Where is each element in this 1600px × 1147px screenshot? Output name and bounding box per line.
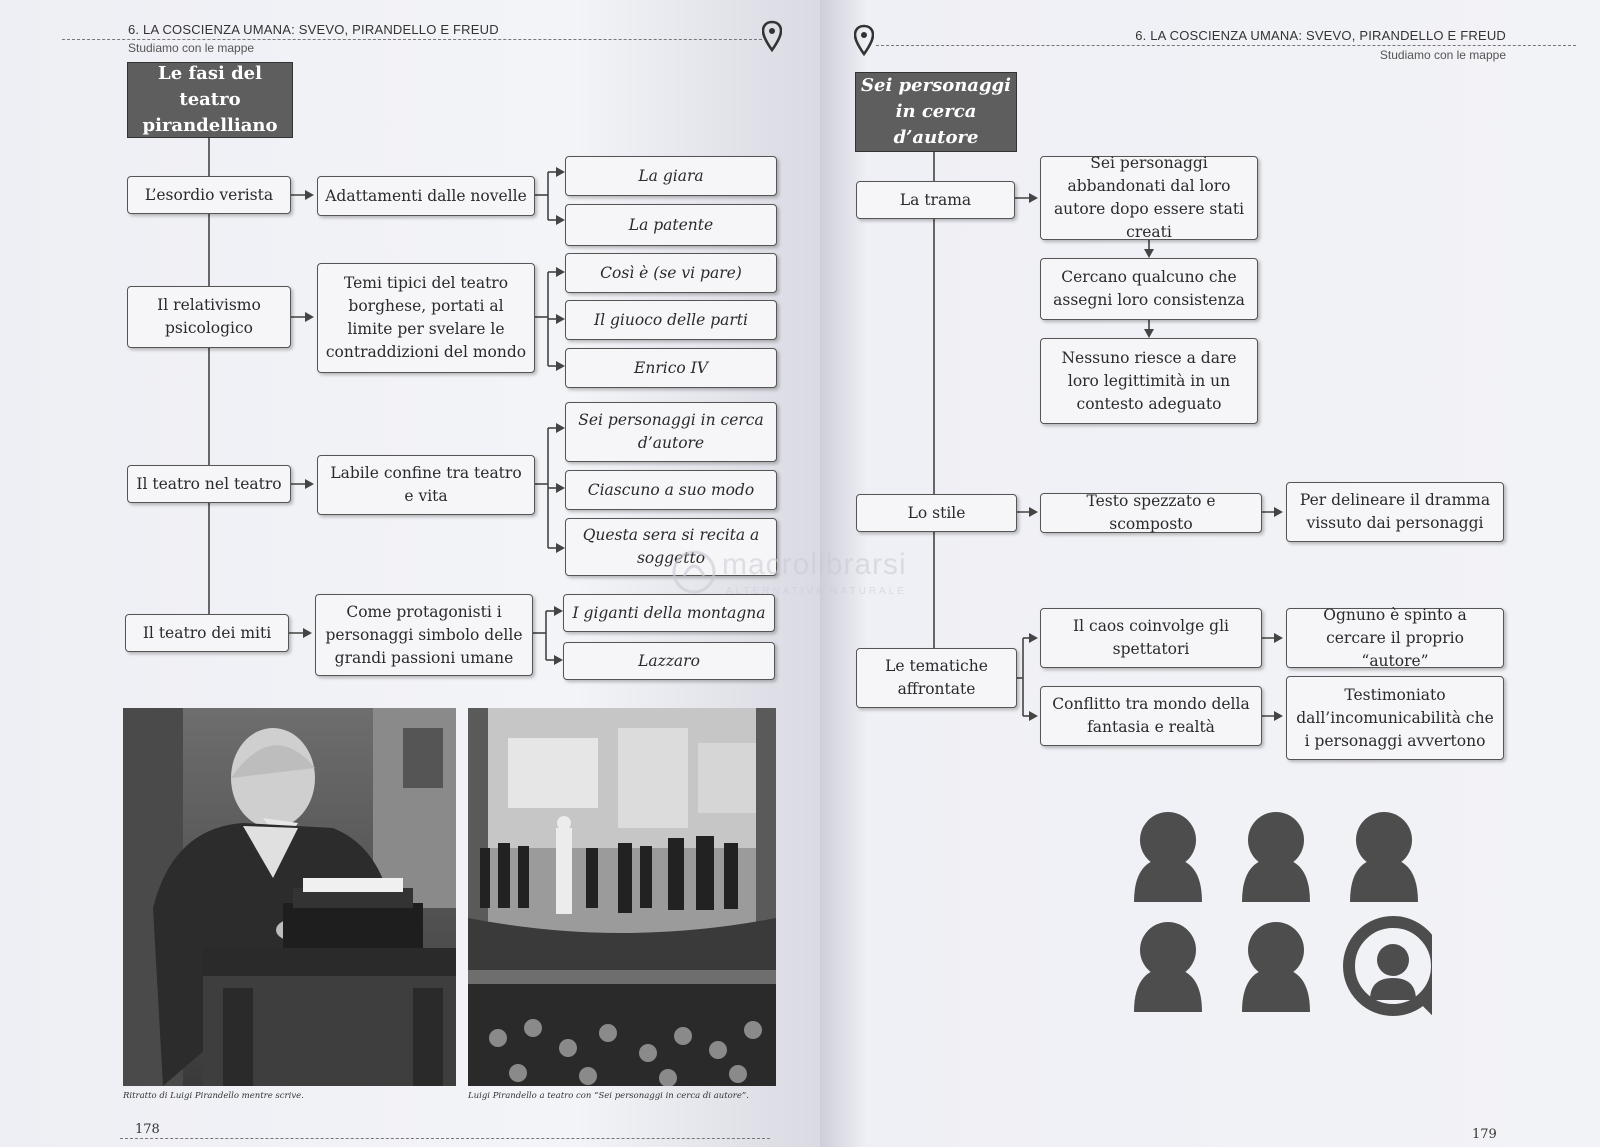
person-icon — [1242, 922, 1310, 1012]
page-subheader: Studiamo con le mappe — [1379, 48, 1506, 62]
stile-detail: Testo spezzato e scomposto — [1040, 493, 1262, 533]
tematica-theme: Conflitto tra mondo della fantasia e realtà — [1040, 686, 1262, 746]
page-number: 178 — [135, 1122, 160, 1137]
section-label-trama: La trama — [856, 181, 1015, 219]
map-title: Sei personaggi in cerca d’autore — [855, 72, 1017, 152]
tematica-theme: Il caos coinvolge gli spettatori — [1040, 608, 1262, 668]
trama-step: Nessuno riesce a dare loro legittimità in un contesto adeguato — [1040, 338, 1258, 424]
work-title: Così è (se vi pare) — [565, 253, 777, 293]
phase-detail: Come protagonisti i personaggi simbolo delle grandi passioni umane — [315, 594, 533, 676]
page-number: 179 — [1472, 1127, 1497, 1142]
footer-divider — [120, 1138, 770, 1139]
phase-label: Il teatro nel teatro — [127, 465, 291, 503]
watermark-logo-icon — [670, 548, 718, 596]
page-subheader: Studiamo con le mappe — [128, 41, 255, 55]
person-icon — [1350, 812, 1418, 902]
tematica-result: Testimoniato dall’incomunicabilità che i personaggi avvertono — [1286, 676, 1504, 760]
work-title: Sei personaggi in cerca d’autore — [565, 402, 777, 462]
map-title: Le fasi del teatro pirandelliano — [127, 62, 293, 138]
photo-theatre-scene — [468, 708, 776, 1086]
work-title: La patente — [565, 204, 777, 246]
person-icon — [1134, 922, 1202, 1012]
watermark-brand: macrolibrarsi — [722, 548, 907, 581]
stile-result: Per delineare il dramma vissuto dai personaggi — [1286, 482, 1504, 542]
right-page — [820, 0, 1600, 1147]
page-header: 6. LA COSCIENZA UMANA: SVEVO, PIRANDELLO E FREUD — [1135, 28, 1506, 43]
section-label-stile: Lo stile — [856, 494, 1017, 532]
person-search-icon — [1349, 922, 1432, 1018]
phase-label: Il teatro dei miti — [125, 614, 289, 652]
work-title: Lazzaro — [563, 642, 775, 680]
page-header: 6. LA COSCIENZA UMANA: SVEVO, PIRANDELLO E FREUD — [128, 22, 499, 37]
section-label-tematiche: Le tematiche affrontate — [856, 648, 1017, 708]
trama-step: Cercano qualcuno che assegni loro consistenza — [1040, 258, 1258, 320]
photo-caption: Luigi Pirandello a teatro con “Sei personaggi in cerca di autore”. — [468, 1091, 749, 1101]
trama-step: Sei personaggi abbandonati dal loro autore dopo essere stati creati — [1040, 156, 1258, 240]
photo-caption: Ritratto di Luigi Pirandello mentre scrive. — [123, 1091, 304, 1101]
phase-detail: Adattamenti dalle novelle — [317, 176, 535, 216]
person-icon — [1242, 812, 1310, 902]
work-title: Il giuoco delle parti — [565, 300, 777, 340]
work-title: La giara — [565, 156, 777, 196]
work-title: Ciascuno a suo modo — [565, 470, 777, 510]
watermark-tagline: ALTERNATIVA NATURALE — [726, 586, 907, 597]
person-icon — [1134, 812, 1202, 902]
phase-detail: Temi tipici del teatro borghese, portati al limite per svelare le contraddizioni del mondo — [317, 263, 535, 373]
phase-detail: Labile confine tra teatro e vita — [317, 455, 535, 515]
phase-label: L’esordio verista — [127, 176, 291, 214]
work-title: Questa sera si recita a soggetto — [565, 518, 777, 576]
characters-illustration — [1132, 810, 1432, 1060]
work-title: Enrico IV — [565, 348, 777, 388]
photo-pirandello-writing — [123, 708, 456, 1086]
phase-label: Il relativismo psicologico — [127, 286, 291, 348]
work-title: I giganti della montagna — [563, 594, 775, 632]
tematica-result: Ognuno è spinto a cercare il proprio “autore” — [1286, 608, 1504, 668]
